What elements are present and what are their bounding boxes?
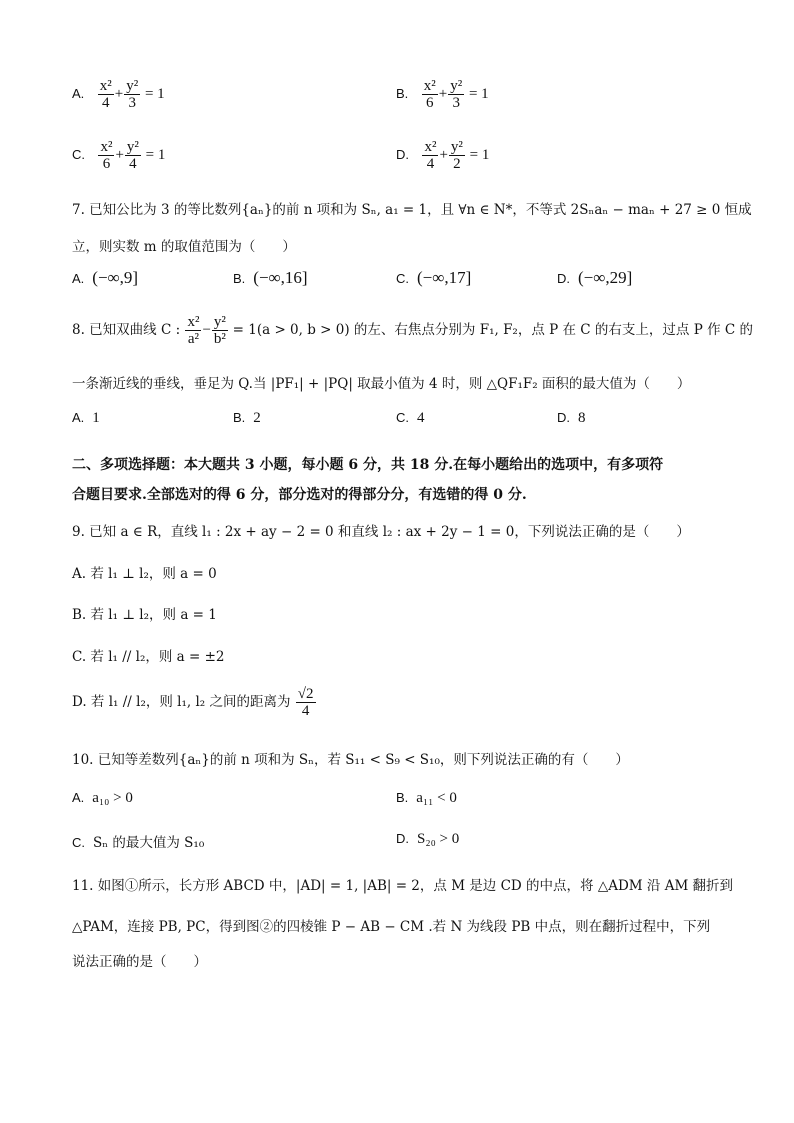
q6-option-b: B. $\frac{\text{x²}}{6}$ + $\frac{\text{y²}}{3}$ = 1 [396,78,489,111]
q8-prefix: 8. 已知双曲线 C : [72,321,181,338]
q9-option-d [72,686,317,719]
option-text: a₁₀ > 0 [92,790,133,806]
fraction-numerator: y² [450,78,463,94]
option-text: 2 [253,410,261,426]
equation-rhs: = 1 [144,85,165,102]
q6-option-d: D. $\frac{\text{x²}}{4}$ + $\frac{\text{y²}}{2}$ = 1 [396,139,490,172]
q11-stem-line2: △PAM，连接 PB, PC，得到图②的四棱锥 P − AB − CM .若 N 为线段 PB 中点，则在翻折过程中，下列 [72,919,711,935]
option-text: 1 [92,410,100,426]
q8-option-d [557,410,586,427]
fraction-denominator: 4 [301,703,310,719]
q10-option-b [396,790,457,807]
q9-option-a: A. 若 l₁ ⊥ l₂，则 a = 0 [72,566,217,582]
fraction-numerator: x² [100,139,113,155]
option-letter: B. [396,85,409,101]
option-text: 8 [578,410,586,426]
option-letter: D. [557,410,570,425]
q9-option-b: B. 若 l₁ ⊥ l₂，则 a = 1 [72,607,217,623]
equation-rhs: = 1 [469,146,490,163]
fraction-numerator: x² [424,139,437,155]
fraction-denominator: a² [187,331,200,347]
fraction-denominator: 6 [102,156,111,172]
fraction-denominator: 6 [426,95,434,111]
option-letter: C. [396,271,409,286]
option-letter: B. [233,271,246,286]
q6-option-a: A. $\frac{\text{x²}}{4}$ + $\frac{\text{y²}}{3}$ = 1 [72,78,165,111]
option-letter: D. [396,146,409,162]
q7-stem-line2: 立，则实数 m 的取值范围为（ ） [72,239,296,255]
q11-stem-line1: 11. 如图①所示，长方形 ABCD 中，|AD| = 1, |AB| = 2，点 M 是边 CD 的中点，将 △ADM 沿 AM 翻折到 [72,878,734,894]
option-letter: D. [396,831,409,846]
fraction-numerator: y² [213,314,226,330]
q10-option-a [72,790,133,807]
fraction-denominator: 3 [128,95,136,111]
option-letter: A. [72,790,85,805]
option-letter: B. [396,790,409,805]
option-letter: D. [557,271,570,286]
fraction-denominator: b² [213,331,226,347]
q7-option-d [557,268,632,288]
fraction-denominator: 4 [102,95,110,111]
q8-option-a [72,410,100,427]
fraction-numerator: y² [450,139,463,155]
q8-stem-rest: = 1(a > 0, b > 0) 的左、右焦点分别为 F₁, F₂，点 P 在 C 的右支上，过点 P 作 C 的 [232,321,753,338]
option-text: S₂₀ > 0 [417,831,460,847]
section2-heading-line2: 合题目要求.全部选对的得 6 分，部分选对的得部分分，有选错的得 0 分. [72,487,527,503]
equation-rhs: = 1 [468,85,489,102]
fraction-denominator: 2 [453,156,461,172]
fraction-denominator: 4 [426,156,435,172]
q7-option-c [396,268,471,288]
option-text: (−∞,16] [253,268,308,287]
option-letter: A. [72,410,85,425]
option-letter: C. [396,410,409,425]
fraction-numerator: x² [423,78,436,94]
option-text: 4 [417,410,425,426]
q7-option-a [72,268,138,288]
q8-option-b [233,410,261,427]
q10-stem: 10. 已知等差数列{aₙ}的前 n 项和为 Sₙ，若 S₁₁ < S₉ < S₁₀，则下列说法正确的有（ ） [72,752,629,768]
q10-option-c [72,831,204,851]
option-letter: A. [72,271,85,286]
fraction-numerator: √2 [297,686,314,702]
option-letter: C. [72,146,85,162]
q10-option-d [396,831,459,848]
q9-option-c: C. 若 l₁ // l₂，则 a = ±2 [72,649,225,665]
option-text: (−∞,17] [417,268,472,287]
option-text: (−∞,9] [92,268,139,287]
q9-stem: 9. 已知 a ∈ R，直线 l₁ : 2x + ay − 2 = 0 和直线 l₂ : ax + 2y − 1 = 0，下列说法正确的是（ ） [72,524,690,540]
q8-option-c [396,410,425,427]
q8-stem-line2: 一条渐近线的垂线，垂足为 Q.当 |PF₁| + |PQ| 取最小值为 4 时，则 △QF₁F₂ 面积的最大值为（ ） [72,376,691,392]
fraction-denominator: 4 [129,156,137,172]
fraction-denominator: 3 [452,95,460,111]
fraction-numerator: x² [99,78,112,94]
option-letter: A. [72,85,85,101]
q8-stem-line1: 8. 已知双曲线 C : $\frac{\text{x²}}{\text{a²}}$ − $\frac{\text{y²}}{\text{b²}}$ = 1(a > 0, b > 0) 的左、右焦点分别为 F₁, F₂，点 P 在 C 的右支上，过点 P 作 C 的 [72,314,753,347]
q7-option-b [233,268,308,288]
option-text: (−∞,29] [578,268,633,287]
fraction-numerator: y² [126,139,139,155]
option-text: Sₙ 的最大值为 S₁₀ [93,835,205,851]
q11-stem-line3: 说法正确的是（ ） [72,954,207,970]
option-text: D. 若 l₁ // l₂，则 l₁, l₂ 之间的距离为 [72,693,291,710]
q6-option-c: C. $\frac{\text{x²}}{6}$ + $\frac{\text{y²}}{4}$ = 1 [72,139,166,172]
option-text: a₁₁ < 0 [416,790,457,806]
equation-rhs: = 1 [145,146,166,163]
q7-stem-line1: 7. 已知公比为 3 的等比数列{aₙ}的前 n 项和为 Sₙ, a₁ = 1，且 ∀n ∈ N*，不等式 2Sₙaₙ − maₙ + 27 ≥ 0 恒成 [72,202,752,218]
fraction-numerator: x² [187,314,200,330]
option-letter: B. [233,410,246,425]
fraction-numerator: y² [126,78,139,94]
section2-heading-line1: 二、多项选择题：本大题共 3 小题，每小题 6 分，共 18 分.在每小题给出的选项中，有多项符 [72,457,664,473]
option-letter: C. [72,835,85,850]
